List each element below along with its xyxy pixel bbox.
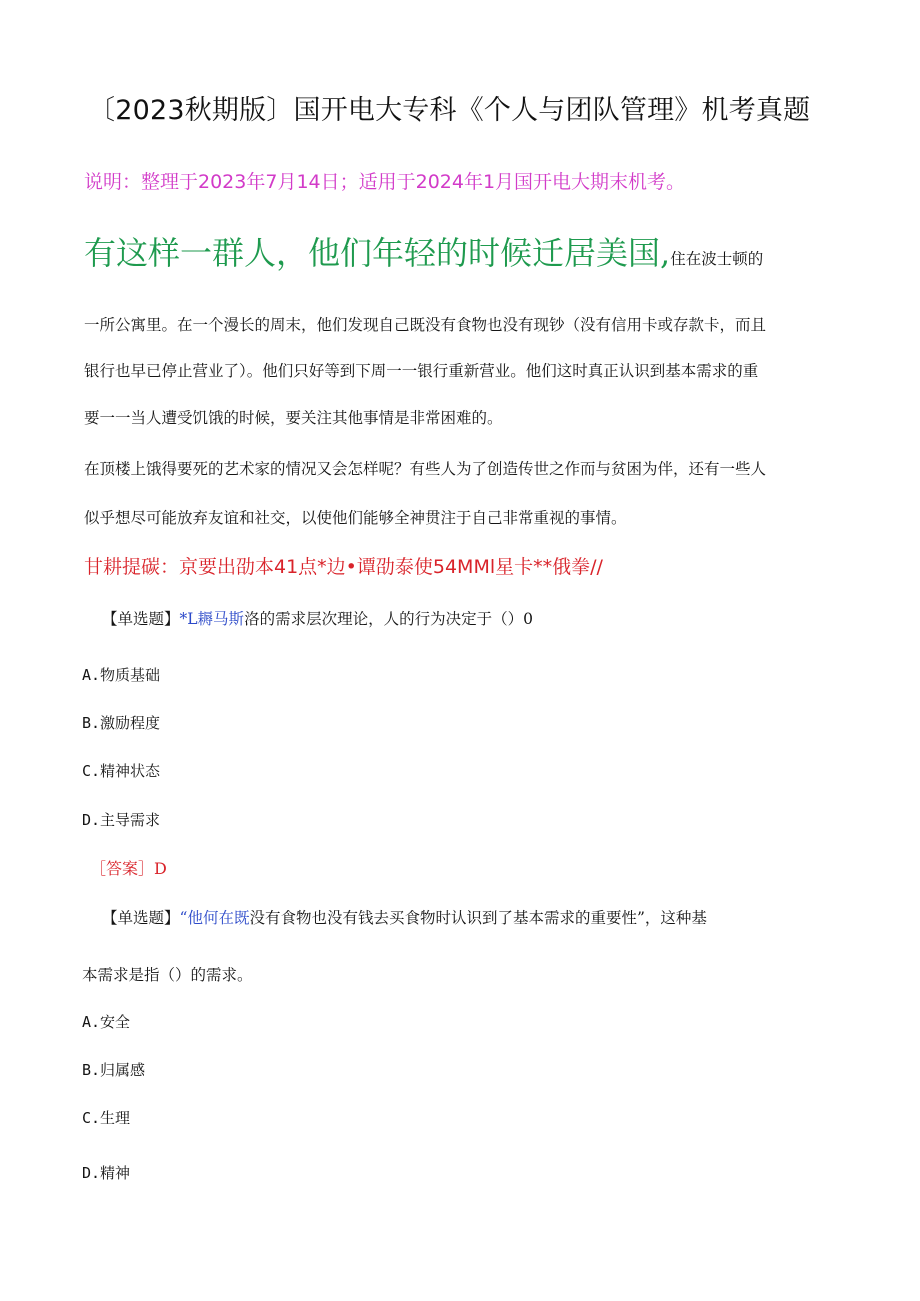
question-1-option-d: D.主导需求 bbox=[82, 811, 161, 829]
question-text: 没有食物也没有钱去买食物时认识到了基本需求的重要性”，这种基 bbox=[249, 909, 707, 927]
question-2-option-c: C.生理 bbox=[82, 1109, 131, 1127]
question-text: 洛的需求层次理论，人的行为决定于（）0 bbox=[244, 610, 533, 628]
document-note: 说明：整理于2023年7月14日；适用于2024年1月国开电大期末机考。 bbox=[84, 171, 686, 193]
intro-paragraph-line: 银行也早已停止营业了）。他们只好等到下周一一银行重新营业。他们这时真正认识到基本需求的重 bbox=[84, 362, 759, 380]
intro-lead-large: 有这样一群人，他们年轻的时候迁居美国, bbox=[84, 234, 671, 272]
question-1-option-b: B.激励程度 bbox=[82, 714, 161, 732]
question-highlight: “他何在既 bbox=[179, 909, 250, 927]
intro-paragraph-line: 在顶楼上饿得要死的艺术家的情况又会怎样呢？有些人为了创造传世之作而与贫困为伴，还有一些人 bbox=[84, 460, 767, 478]
question-highlight: *L耨马斯 bbox=[179, 610, 245, 628]
garbled-red-line: 甘耕提碳：京要出劭本41点*边•谭劭泰使54MMl星卡**俄拳// bbox=[84, 556, 603, 578]
intro-paragraph-line: 似乎想尽可能放弃友谊和社交，以使他们能够全神贯注于自己非常重视的事情。 bbox=[84, 509, 627, 527]
intro-lead-small: 住在波士顿的 bbox=[670, 250, 764, 268]
question-2-option-a: A.安全 bbox=[82, 1013, 131, 1031]
intro-paragraph-line: 要一一当人遭受饥饿的时候，要关注其他事情是非常困难的。 bbox=[84, 409, 503, 427]
question-1-answer: ［答案］D bbox=[90, 859, 167, 878]
question-2-option-d: D.精神 bbox=[82, 1164, 131, 1182]
question-type-tag: 【单选题】 bbox=[102, 909, 180, 927]
question-2-stem-continuation: 本需求是指（）的需求。 bbox=[82, 966, 253, 984]
question-2-option-b: B.归属感 bbox=[82, 1061, 146, 1079]
question-1-stem bbox=[102, 607, 533, 629]
question-2-stem bbox=[102, 906, 707, 928]
question-1-option-a: A.物质基础 bbox=[82, 666, 161, 684]
intro-lead-line bbox=[84, 228, 763, 274]
question-1-option-c: C.精神状态 bbox=[82, 762, 161, 780]
document-title: 〔2023秋期版〕国开电大专科《个人与团队管理》机考真题 bbox=[88, 95, 811, 126]
question-type-tag: 【单选题】 bbox=[102, 610, 180, 628]
intro-paragraph-line: 一所公寓里。在一个漫长的周末，他们发现自己既没有食物也没有现钞（没有信用卡或存款卡，而且 bbox=[84, 316, 767, 334]
